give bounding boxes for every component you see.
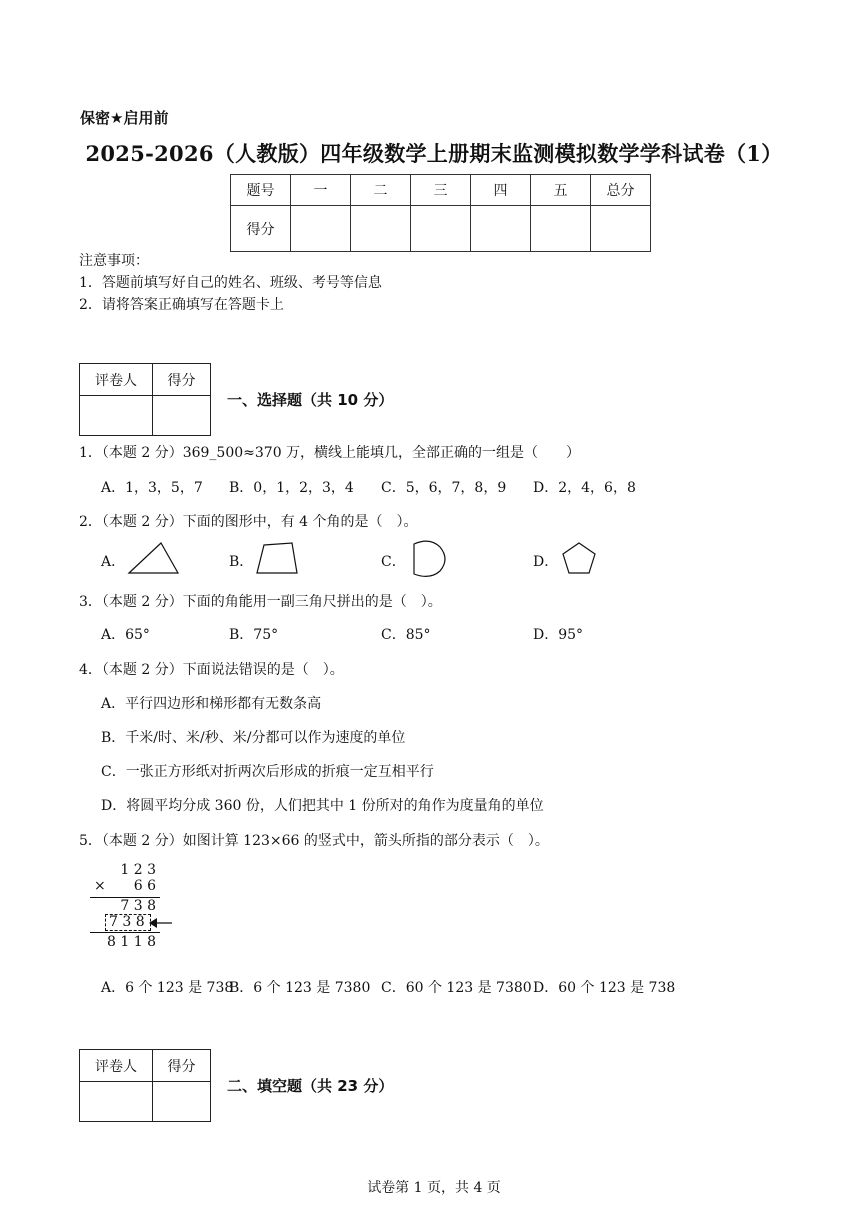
score-cell[interactable] [471, 206, 531, 252]
option-c[interactable]: C．一张正方形纸对折两次后形成的折痕一定互相平行 [101, 764, 434, 780]
option-d[interactable]: D．2，4，6，8 [533, 480, 636, 496]
grader-box [79, 1049, 211, 1122]
option-b[interactable]: B．75° [229, 627, 279, 643]
partial-product-2: 7 3 8 [109, 914, 145, 930]
triangle-shape [127, 540, 181, 576]
option-c[interactable]: C． [381, 554, 406, 570]
grader-label: 评卷人 [80, 364, 153, 396]
rule-line [90, 932, 160, 933]
score-header-cell: 二 [351, 175, 411, 206]
pentagon-shape [561, 541, 597, 576]
partial-product-1: 7 3 8 [120, 898, 156, 914]
option-a[interactable]: A．1，3，5，7 [101, 480, 203, 496]
grader-score-cell[interactable] [153, 1082, 211, 1122]
score-cell[interactable] [291, 206, 351, 252]
multiplier: 6 6 [133, 878, 156, 894]
question-stem: 4．（本题 2 分）下面说法错误的是（ ）。 [79, 662, 344, 678]
score-cell[interactable] [411, 206, 471, 252]
score-row-label: 得分 [231, 206, 291, 252]
arrow-icon [149, 916, 173, 930]
quadrilateral-shape [254, 540, 300, 576]
option-b[interactable]: B． [229, 554, 254, 570]
notes-heading: 注意事项： [79, 253, 149, 269]
score-table [230, 174, 651, 252]
times-sign: × [94, 878, 106, 894]
grader-box [79, 363, 211, 436]
option-b[interactable]: B．0，1，2，3，4 [229, 480, 354, 496]
score-cell[interactable] [351, 206, 411, 252]
score-header-cell: 四 [471, 175, 531, 206]
option-c[interactable]: C．60 个 123 是 7380 [381, 980, 532, 996]
option-a[interactable]: A． [101, 554, 126, 570]
section-title: 一、选择题（共 10 分） [227, 391, 394, 409]
score-cell[interactable] [531, 206, 591, 252]
option-d[interactable]: D．95° [533, 627, 584, 643]
question-stem: 5．（本题 2 分）如图计算 123×66 的竖式中，箭头所指的部分表示（ ）。 [79, 833, 549, 849]
notes [79, 250, 382, 316]
question-stem: 3．（本题 2 分）下面的角能用一副三角尺拼出的是（ ）。 [79, 594, 442, 610]
grader-score-label: 得分 [153, 364, 211, 396]
curved-shape [410, 539, 448, 579]
page-footer: 试卷第 1 页，共 4 页 [367, 1180, 501, 1196]
option-a[interactable]: A．6 个 123 是 738 [101, 980, 234, 996]
multiplicand: 1 2 3 [120, 862, 156, 878]
score-header-cell: 题号 [231, 175, 291, 206]
option-d[interactable]: D． [533, 554, 559, 570]
option-b[interactable]: B．6 个 123 是 7380 [229, 980, 371, 996]
option-d[interactable]: D．60 个 123 是 738 [533, 980, 676, 996]
question-stem: 1．（本题 2 分）369_500≈370 万，横线上能填几，全部正确的一组是（ ） [79, 445, 581, 461]
grader-label: 评卷人 [80, 1050, 153, 1082]
grader-score-label: 得分 [153, 1050, 211, 1082]
score-header-cell: 三 [411, 175, 471, 206]
option-a[interactable]: A．65° [101, 627, 150, 643]
option-b[interactable]: B．千米/时、米/秒、米/分都可以作为速度的单位 [101, 730, 406, 746]
option-a[interactable]: A．平行四边形和梯形都有无数条高 [101, 696, 322, 712]
option-c[interactable]: C．5，6，7，8，9 [381, 480, 507, 496]
grader-cell[interactable] [80, 396, 153, 436]
exam-title: 2025-2026（人教版）四年级数学上册期末监测模拟数学学科试卷（1） [85, 141, 783, 166]
section-title: 二、填空题（共 23 分） [227, 1077, 394, 1095]
score-header-cell: 一 [291, 175, 351, 206]
confidential-label: 保密★启用前 [80, 109, 169, 127]
note-item: 1．答题前填写好自己的姓名、班级、考号等信息 [79, 275, 382, 291]
grader-score-cell[interactable] [153, 396, 211, 436]
question-stem: 2．（本题 2 分）下面的图形中，有 4 个角的是（ ）。 [79, 514, 418, 530]
score-header-cell: 总分 [591, 175, 651, 206]
final-product: 8 1 1 8 [107, 934, 156, 950]
vertical-multiplication [86, 862, 176, 957]
grader-cell[interactable] [80, 1082, 153, 1122]
option-c[interactable]: C．85° [381, 627, 431, 643]
note-item: 2．请将答案正确填写在答题卡上 [79, 297, 284, 313]
score-header-cell: 五 [531, 175, 591, 206]
score-cell[interactable] [591, 206, 651, 252]
option-d[interactable]: D．将圆平均分成 360 份，人们把其中 1 份所对的角作为度量角的单位 [101, 798, 544, 814]
